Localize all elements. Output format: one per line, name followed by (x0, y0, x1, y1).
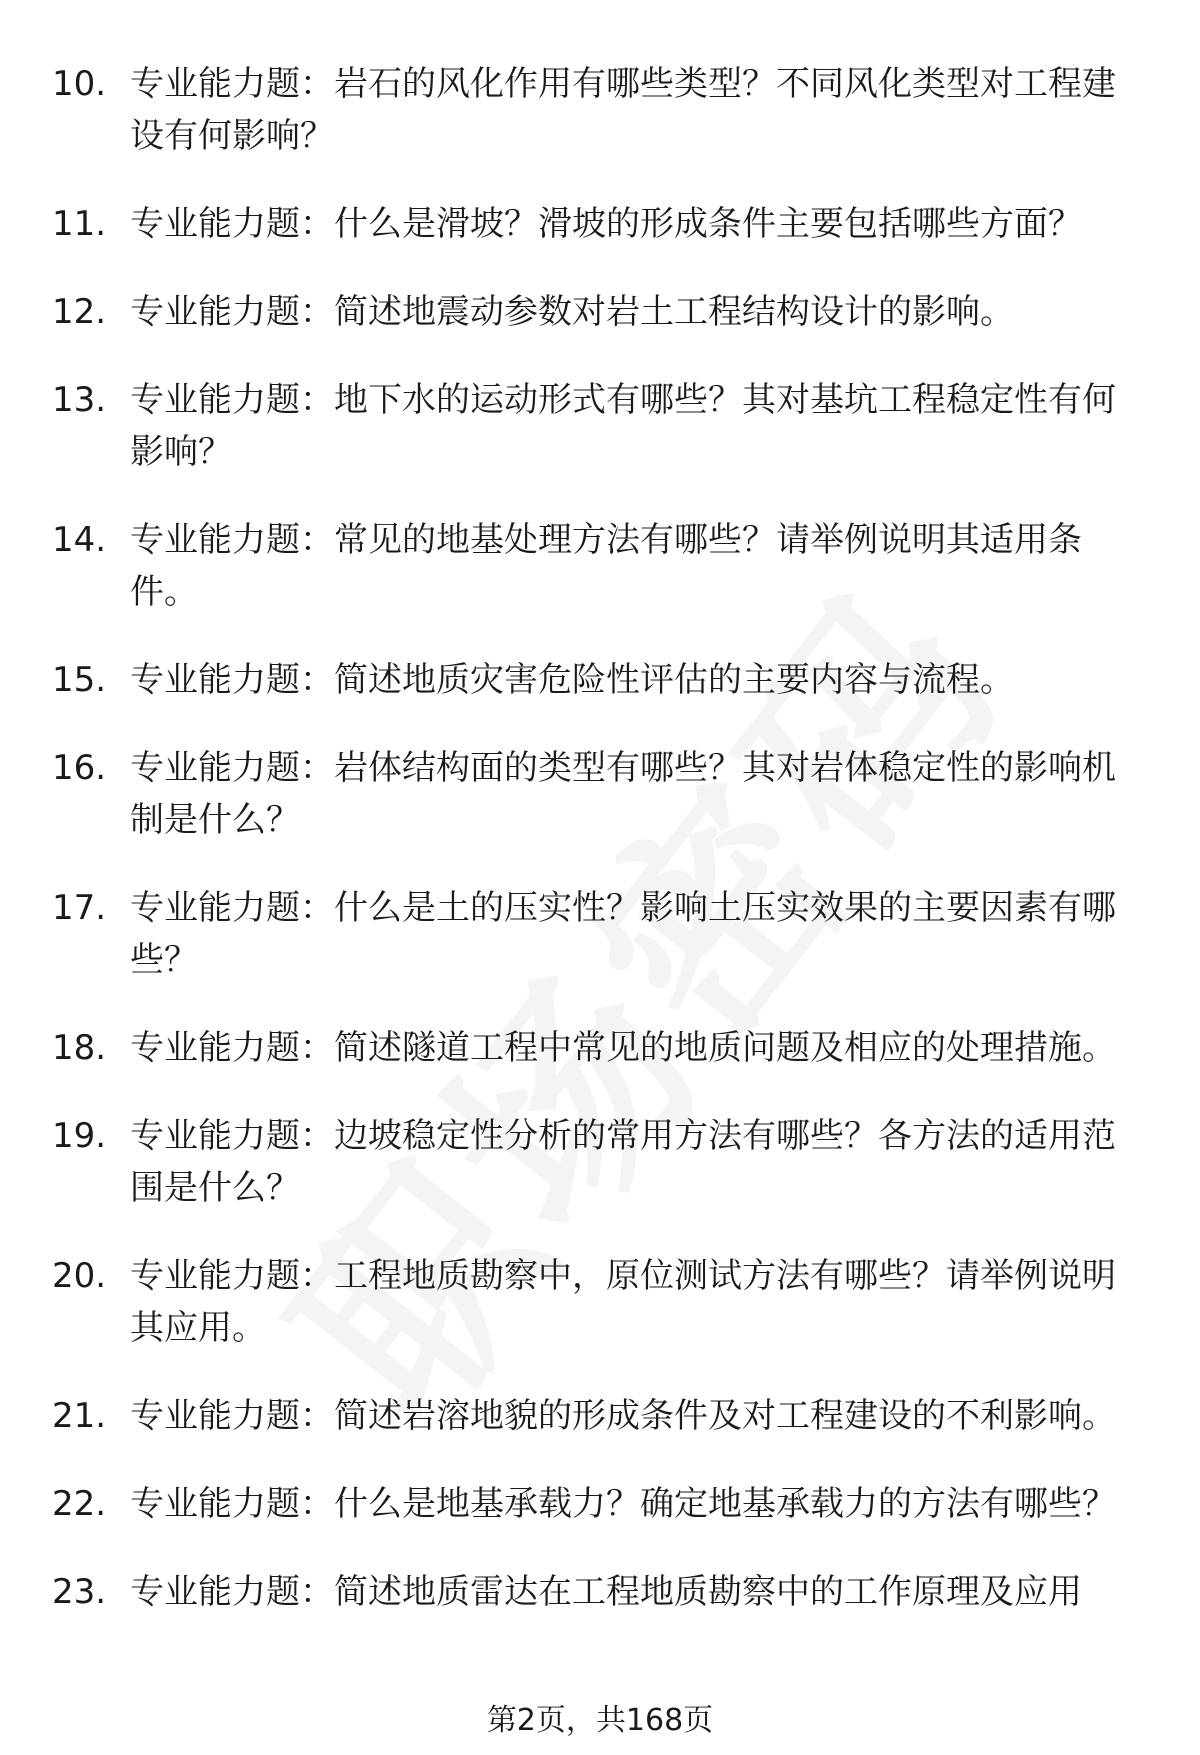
question-text: 专业能力题：简述岩溶地貌的形成条件及对工程建设的不利影响。 (130, 1396, 1116, 1436)
question-number: 20. (52, 1256, 107, 1296)
question-number: 10. (52, 64, 107, 104)
question-text: 专业能力题：常见的地基处理方法有哪些？请举例说明其适用条件。 (130, 520, 1082, 612)
question-text: 专业能力题：地下水的运动形式有哪些？其对基坑工程稳定性有何影响？ (130, 380, 1116, 472)
question-number: 12. (52, 292, 107, 332)
list-item (0, 1478, 1200, 1530)
question-number: 19. (52, 1116, 107, 1156)
question-text: 专业能力题：岩体结构面的类型有哪些？其对岩体稳定性的影响机制是什么？ (130, 748, 1116, 840)
question-text: 专业能力题：工程地质勘察中，原位测试方法有哪些？请举例说明其应用。 (130, 1256, 1116, 1348)
question-number: 18. (52, 1028, 107, 1068)
question-text: 专业能力题：简述地质雷达在工程地质勘察中的工作原理及应用 (130, 1572, 1082, 1612)
question-text: 专业能力题：简述地质灾害危险性评估的主要内容与流程。 (130, 660, 1014, 700)
list-item (0, 654, 1200, 706)
list-item (0, 1390, 1200, 1442)
question-text: 专业能力题：简述地震动参数对岩土工程结构设计的影响。 (130, 292, 1014, 332)
question-text: 专业能力题：什么是滑坡？滑坡的形成条件主要包括哪些方面？ (130, 204, 1082, 244)
list-item (0, 58, 1200, 162)
question-text: 专业能力题：岩石的风化作用有哪些类型？不同风化类型对工程建设有何影响？ (130, 64, 1116, 156)
list-item (0, 1250, 1200, 1354)
page-footer: 第2页，共168页 (486, 1703, 714, 1738)
list-item (0, 882, 1200, 986)
question-text: 专业能力题：边坡稳定性分析的常用方法有哪些？各方法的适用范围是什么？ (130, 1116, 1116, 1208)
question-text: 专业能力题：什么是土的压实性？影响土压实效果的主要因素有哪些？ (130, 888, 1116, 980)
question-number: 15. (52, 660, 107, 700)
question-number: 13. (52, 380, 107, 420)
list-item (0, 742, 1200, 846)
question-text: 专业能力题：简述隧道工程中常见的地质问题及相应的处理措施。 (130, 1028, 1116, 1068)
list-item (0, 286, 1200, 338)
question-number: 14. (52, 520, 107, 560)
question-number: 21. (52, 1396, 107, 1436)
list-item (0, 514, 1200, 618)
list-item (0, 198, 1200, 250)
list-item (0, 374, 1200, 478)
question-text: 专业能力题：什么是地基承载力？确定地基承载力的方法有哪些？ (130, 1484, 1116, 1524)
list-item (0, 1110, 1200, 1214)
list-item (0, 1022, 1200, 1074)
list-item (0, 1566, 1200, 1618)
question-number: 17. (52, 888, 107, 928)
question-number: 23. (52, 1572, 107, 1612)
question-number: 16. (52, 748, 107, 788)
question-number: 11. (52, 204, 107, 244)
question-number: 22. (52, 1484, 107, 1524)
question-list (0, 58, 1200, 1654)
